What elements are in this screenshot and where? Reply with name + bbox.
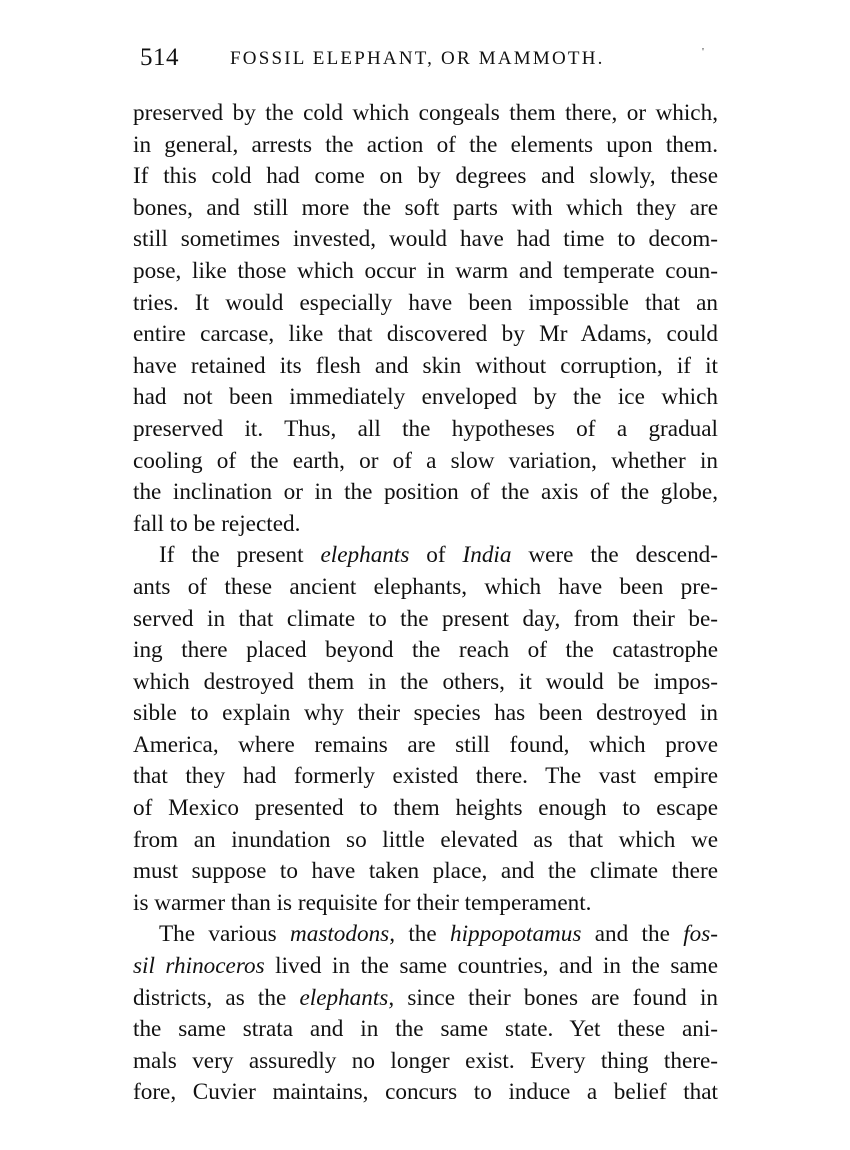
- text-line: If this cold had come on by degrees and slowly, these: [133, 163, 718, 190]
- text-line: still sometimes invested, would have had time to decom-: [133, 226, 718, 253]
- text-line: [133, 983, 718, 1015]
- text-line: fall to be rejected.: [133, 510, 301, 537]
- text-run: the: [395, 921, 450, 948]
- stray-mark: ': [702, 46, 704, 58]
- text-line: ing there placed beyond the reach of the catastrophe: [133, 637, 718, 664]
- text-line: ants of these ancient elephants, which have been pre-: [133, 573, 718, 600]
- paragraph-1: [133, 98, 718, 540]
- text-line: of Mexico presented to them heights enough to escape: [133, 795, 718, 822]
- paragraph-2: [133, 540, 718, 919]
- text-line: bones, and still more the soft parts with which they are: [133, 194, 718, 221]
- body-text: [133, 98, 718, 1109]
- text-line: the inclination or in the position of the axis of the globe,: [133, 479, 718, 506]
- page-header: [140, 44, 720, 78]
- text-run: The various: [159, 921, 290, 948]
- text-line: entire carcase, like that discovered by Mr Adams, could: [133, 321, 718, 348]
- text-run: and the: [581, 921, 684, 948]
- italic-term: elephants,: [299, 984, 395, 1011]
- text-line: tries. It would especially have been impossible that an: [133, 289, 718, 316]
- text-run: since their bones are found in: [394, 984, 718, 1011]
- text-line: fore, Cuvier maintains, concurs to induce a belief that: [133, 1079, 718, 1106]
- text-run: lived in the same countries, and in the same: [264, 953, 718, 980]
- text-line: cooling of the earth, or of a slow variation, whether in: [133, 447, 718, 474]
- text-line: that they had formerly existed there. The vast empire: [133, 763, 718, 790]
- text-line: [133, 951, 718, 983]
- text-line: sible to explain why their species has been destroyed in: [133, 700, 718, 727]
- page-number: 514: [140, 44, 179, 71]
- text-run: of: [409, 542, 463, 569]
- text-line: [133, 919, 718, 951]
- text-line: preserved it. Thus, all the hypotheses of a gradual: [133, 415, 718, 442]
- italic-term: mastodons,: [289, 921, 395, 948]
- italic-term: sil rhinoceros: [133, 953, 265, 980]
- text-line: which destroyed them in the others, it would be impos-: [133, 668, 718, 695]
- text-run: were the descend-: [511, 542, 718, 569]
- paragraph-3: [133, 919, 718, 1109]
- text-line: from an inundation so little elevated as that which we: [133, 826, 718, 853]
- text-line: must suppose to have taken place, and the climate there: [133, 858, 718, 885]
- text-line: preserved by the cold which congeals them there, or which,: [133, 100, 718, 126]
- italic-term: India: [462, 542, 512, 569]
- text-line: pose, like those which occur in warm and temperate coun-: [133, 257, 718, 284]
- text-line: is warmer than is requisite for their temperament.: [133, 889, 592, 916]
- text-line: served in that climate to the present day, from their be-: [133, 605, 718, 632]
- text-line: in general, arrests the action of the elements upon them.: [133, 131, 718, 158]
- running-title: FOSSIL ELEPHANT, OR MAMMOTH.: [230, 48, 605, 69]
- italic-term: elephants: [320, 542, 410, 569]
- text-line: mals very assuredly no longer exist. Every thing there-: [133, 1047, 718, 1074]
- text-line: have retained its flesh and skin without corruption, if it: [133, 352, 718, 379]
- text-line: had not been immediately enveloped by the ice which: [133, 384, 718, 411]
- text-line: America, where remains are still found, which prove: [133, 731, 718, 758]
- text-line: [133, 540, 718, 572]
- italic-term: fos-: [683, 921, 718, 948]
- text-line: the same strata and in the same state. Yet these ani-: [133, 1016, 718, 1043]
- italic-term: hippopotamus: [450, 921, 582, 948]
- text-run: If the present: [159, 542, 321, 569]
- text-run: districts, as the: [133, 984, 300, 1011]
